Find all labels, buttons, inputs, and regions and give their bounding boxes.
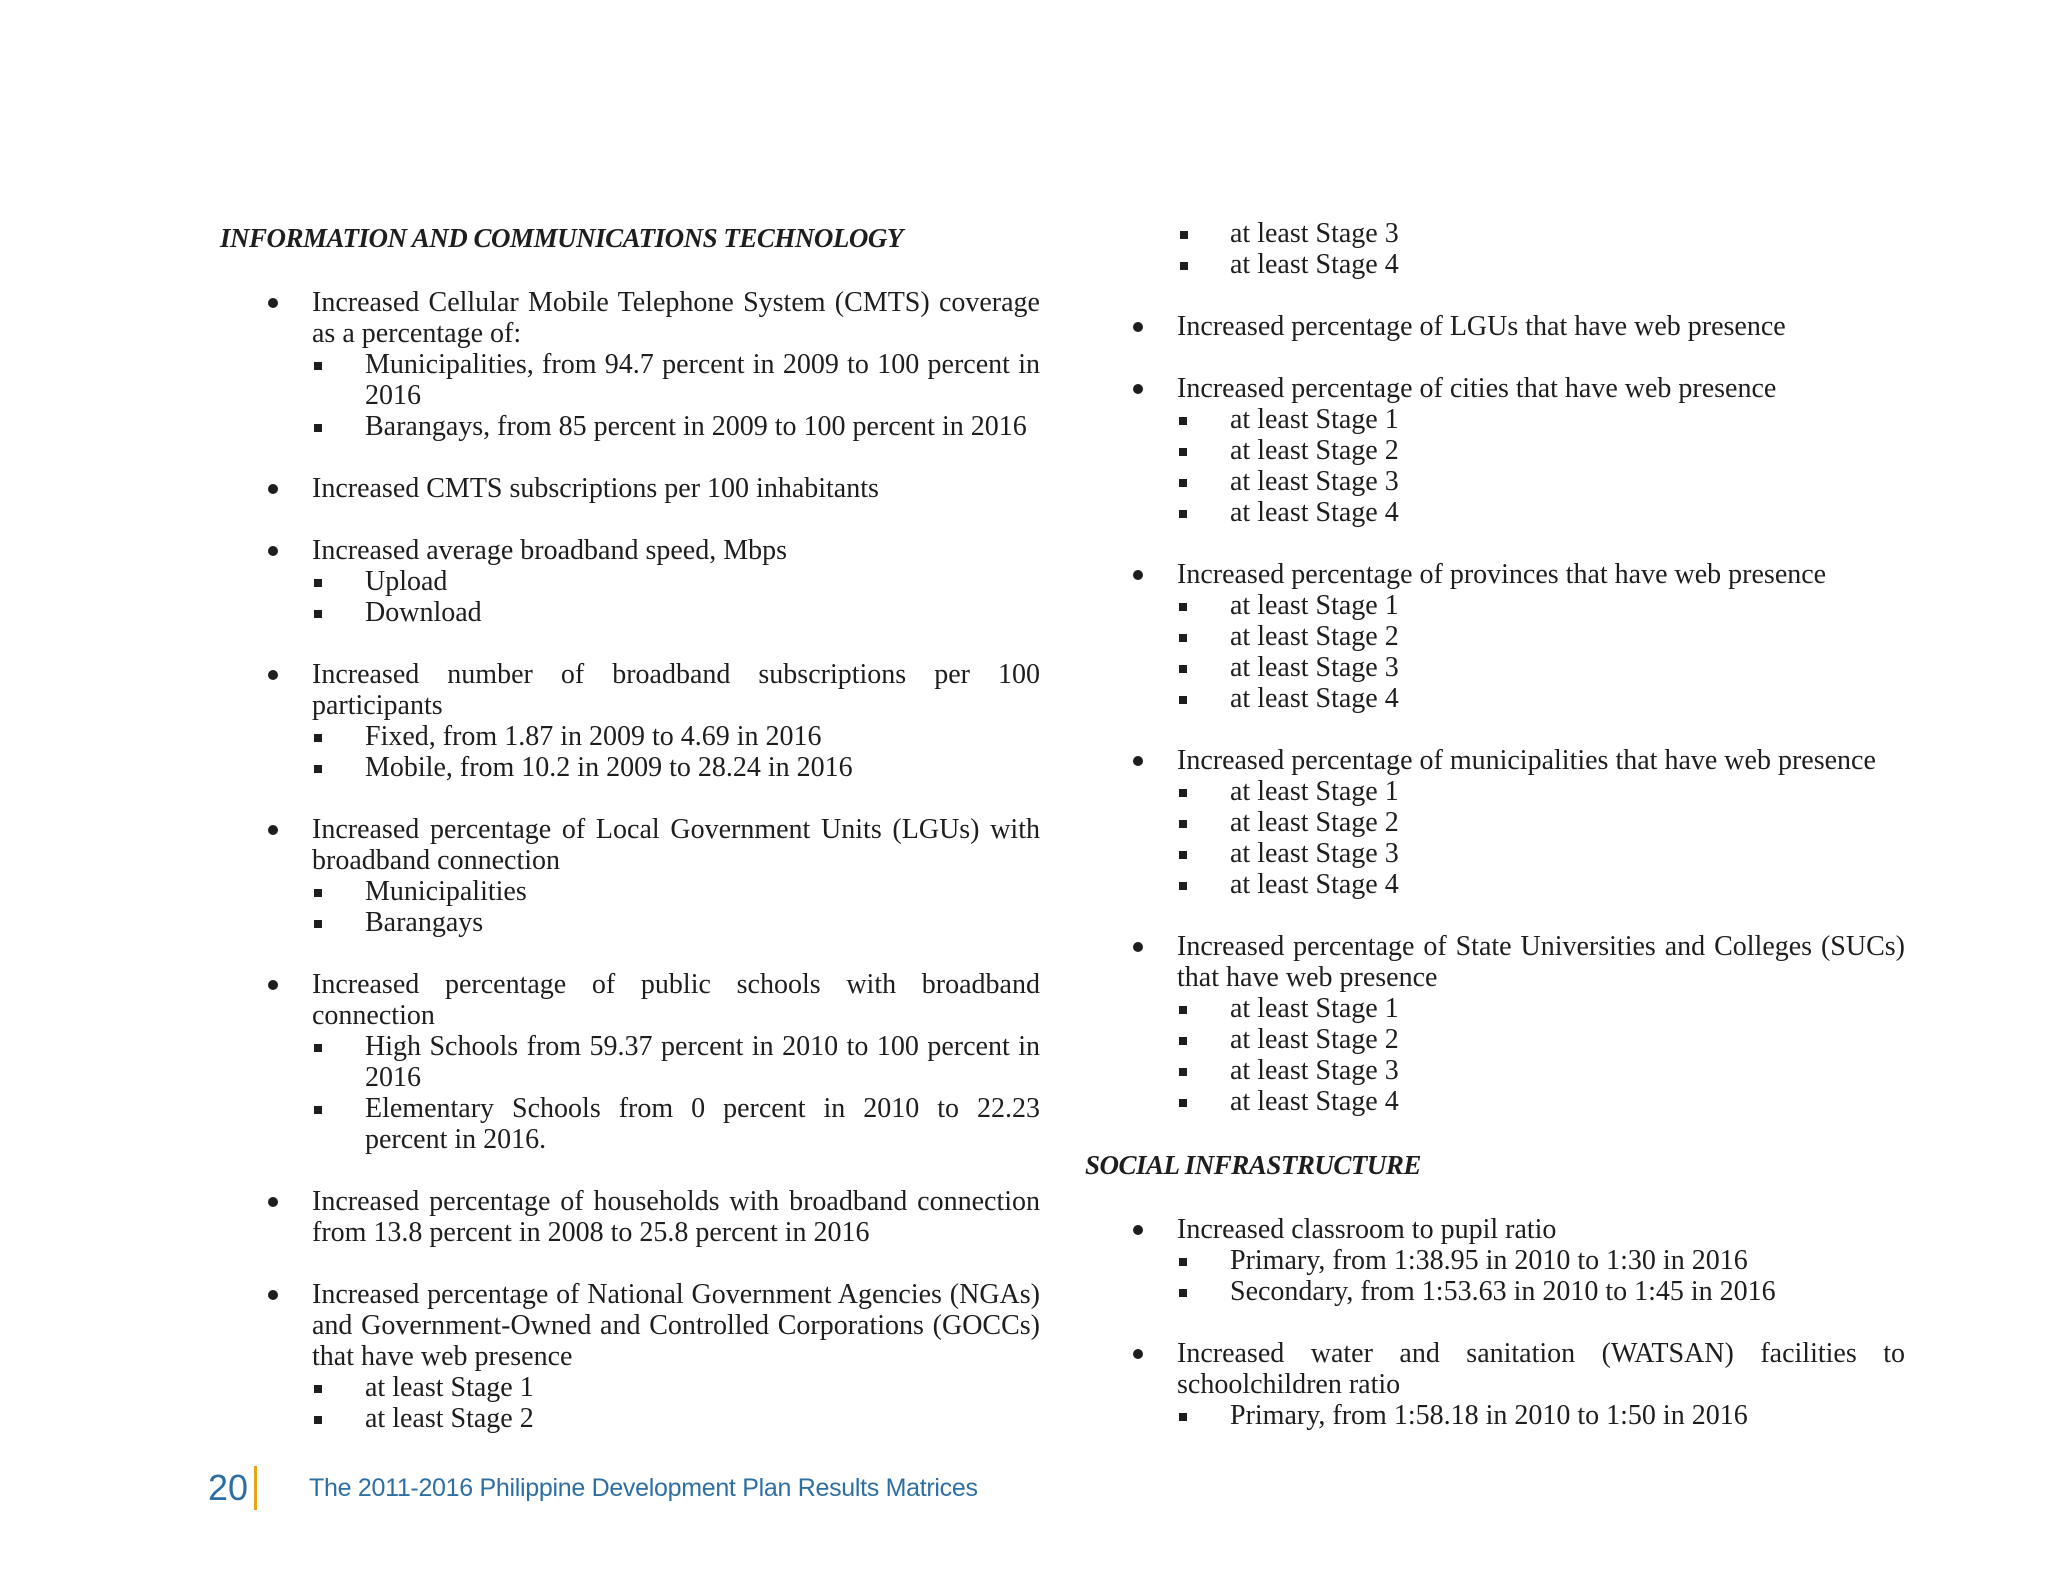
sub-indicator-list <box>312 721 1040 783</box>
sub-indicator-list <box>1177 404 1905 528</box>
sub-indicator-item: Elementary Schools from 0 percent in 2010 to 22.23 percent in 2016. <box>312 1093 1040 1155</box>
sub-indicator-item: at least Stage 4 <box>1177 497 1905 528</box>
section-title-social-infrastructure: SOCIAL INFRASTRUCTURE <box>1085 1150 1421 1180</box>
indicator-text: Increased percentage of provinces that have web presence <box>1177 559 1827 590</box>
indicator-text: Increased percentage of National Government Agencies (NGAs) and Government-Owned and Controlled Corporations (GOCCs) that have web presence <box>312 1279 1040 1372</box>
sub-indicator-list <box>1177 1400 1905 1431</box>
sub-indicator-list <box>1177 1245 1905 1307</box>
indicator-item <box>220 814 1040 938</box>
indicator-item <box>1085 745 1905 900</box>
sub-indicator-list <box>312 1031 1040 1155</box>
sub-indicator-item: at least Stage 2 <box>1177 621 1905 652</box>
indicator-text: Increased percentage of State Universities and Colleges (SUCs) that have web presence <box>1177 931 1905 993</box>
sub-indicator-item: at least Stage 4 <box>1177 683 1905 714</box>
indicator-item <box>220 535 1040 628</box>
sub-indicator-item: at least Stage 3 <box>1085 218 1905 249</box>
sub-indicator-item: Primary, from 1:58.18 in 2010 to 1:50 in 2016 <box>1177 1400 1905 1431</box>
sub-indicator-item: Primary, from 1:38.95 in 2010 to 1:30 in 2016 <box>1177 1245 1905 1276</box>
sub-indicator-list <box>312 876 1040 938</box>
sub-indicator-item: at least Stage 2 <box>312 1403 1040 1434</box>
footer-divider <box>254 1466 257 1510</box>
indicator-item <box>1085 1214 1905 1307</box>
sub-indicator-item: at least Stage 1 <box>1177 590 1905 621</box>
indicator-item <box>220 659 1040 783</box>
sub-indicator-item: Barangays, from 85 percent in 2009 to 100 percent in 2016 <box>312 411 1040 442</box>
indicator-text: Increased percentage of Local Government Units (LGUs) with broadband connection <box>312 814 1040 876</box>
publication-title: The 2011-2016 Philippine Development Plan Results Matrices <box>309 1473 978 1502</box>
page-number: 20 <box>208 1467 249 1508</box>
indicator-item <box>220 1186 1040 1248</box>
indicator-item <box>1085 931 1905 1117</box>
sub-indicator-item: at least Stage 4 <box>1177 1086 1905 1117</box>
sub-indicator-list <box>312 349 1040 442</box>
web-presence-indicator-list <box>1085 311 1905 1117</box>
indicator-text: Increased CMTS subscriptions per 100 inhabitants <box>312 473 879 504</box>
sub-indicator-item: at least Stage 3 <box>1177 466 1905 497</box>
sub-indicator-item: High Schools from 59.37 percent in 2010 to 100 percent in 2016 <box>312 1031 1040 1093</box>
sub-indicator-item: at least Stage 2 <box>1177 435 1905 466</box>
sub-indicator-list <box>1177 776 1905 900</box>
social-infrastructure-indicator-list <box>1085 1214 1905 1431</box>
sub-indicator-item: Secondary, from 1:53.63 in 2010 to 1:45 in 2016 <box>1177 1276 1905 1307</box>
sub-indicator-item: Upload <box>312 566 1040 597</box>
sub-indicator-item: at least Stage 3 <box>1177 652 1905 683</box>
indicator-text: Increased percentage of public schools with broadband connection <box>312 969 1040 1031</box>
sub-indicator-item: at least Stage 1 <box>1177 993 1905 1024</box>
indicator-text: Increased percentage of LGUs that have web presence <box>1177 311 1786 342</box>
indicator-item <box>220 1279 1040 1434</box>
sub-indicator-item: at least Stage 1 <box>1177 776 1905 807</box>
sub-indicator-item: Barangays <box>312 907 1040 938</box>
sub-indicator-list <box>1177 993 1905 1117</box>
sub-indicator-item: Municipalities <box>312 876 1040 907</box>
sub-indicator-item: at least Stage 4 <box>1085 249 1905 280</box>
indicator-text: Increased number of broadband subscriptions per 100 participants <box>312 659 1040 721</box>
sub-indicator-item: Fixed, from 1.87 in 2009 to 4.69 in 2016 <box>312 721 1040 752</box>
sub-indicator-list <box>312 566 1040 628</box>
indicator-text: Increased percentage of cities that have web presence <box>1177 373 1777 404</box>
sub-indicator-item: at least Stage 2 <box>1177 1024 1905 1055</box>
indicator-text: Increased classroom to pupil ratio <box>1177 1214 1557 1245</box>
sub-indicator-item: Municipalities, from 94.7 percent in 2009 to 100 percent in 2016 <box>312 349 1040 411</box>
right-column <box>1085 218 1905 1431</box>
sub-indicator-list <box>1177 590 1905 714</box>
sub-indicator-item: Mobile, from 10.2 in 2009 to 28.24 in 2016 <box>312 752 1040 783</box>
indicator-item <box>1085 373 1905 528</box>
left-column <box>220 218 1040 1434</box>
sub-indicator-item: at least Stage 4 <box>1177 869 1905 900</box>
indicator-item <box>1085 559 1905 714</box>
indicator-item <box>220 473 1040 504</box>
sub-indicator-item: at least Stage 1 <box>312 1372 1040 1403</box>
indicator-text: Increased average broadband speed, Mbps <box>312 535 788 566</box>
sub-indicator-item: at least Stage 2 <box>1177 807 1905 838</box>
sub-indicator-item: at least Stage 3 <box>1177 1055 1905 1086</box>
section-title-ict: INFORMATION AND COMMUNICATIONS TECHNOLOGY <box>220 223 903 253</box>
sub-indicator-item: at least Stage 1 <box>1177 404 1905 435</box>
indicator-text: Increased water and sanitation (WATSAN) facilities to schoolchildren ratio <box>1177 1338 1905 1400</box>
sub-indicator-item: Download <box>312 597 1040 628</box>
indicator-item <box>1085 1338 1905 1431</box>
ict-indicator-list <box>220 287 1040 1434</box>
indicator-text: Increased Cellular Mobile Telephone System (CMTS) coverage as a percentage of: <box>312 287 1040 349</box>
sub-indicator-item: at least Stage 3 <box>1177 838 1905 869</box>
indicator-item <box>220 287 1040 442</box>
continued-sub-list <box>1085 218 1905 280</box>
page-footer <box>208 1466 978 1510</box>
indicator-text: Increased percentage of municipalities that have web presence <box>1177 745 1876 776</box>
sub-indicator-list <box>312 1372 1040 1434</box>
indicator-item <box>1085 311 1905 342</box>
indicator-item <box>220 969 1040 1155</box>
indicator-text: Increased percentage of households with broadband connection from 13.8 percent in 2008 to 25.8 percent in 2016 <box>312 1186 1040 1248</box>
